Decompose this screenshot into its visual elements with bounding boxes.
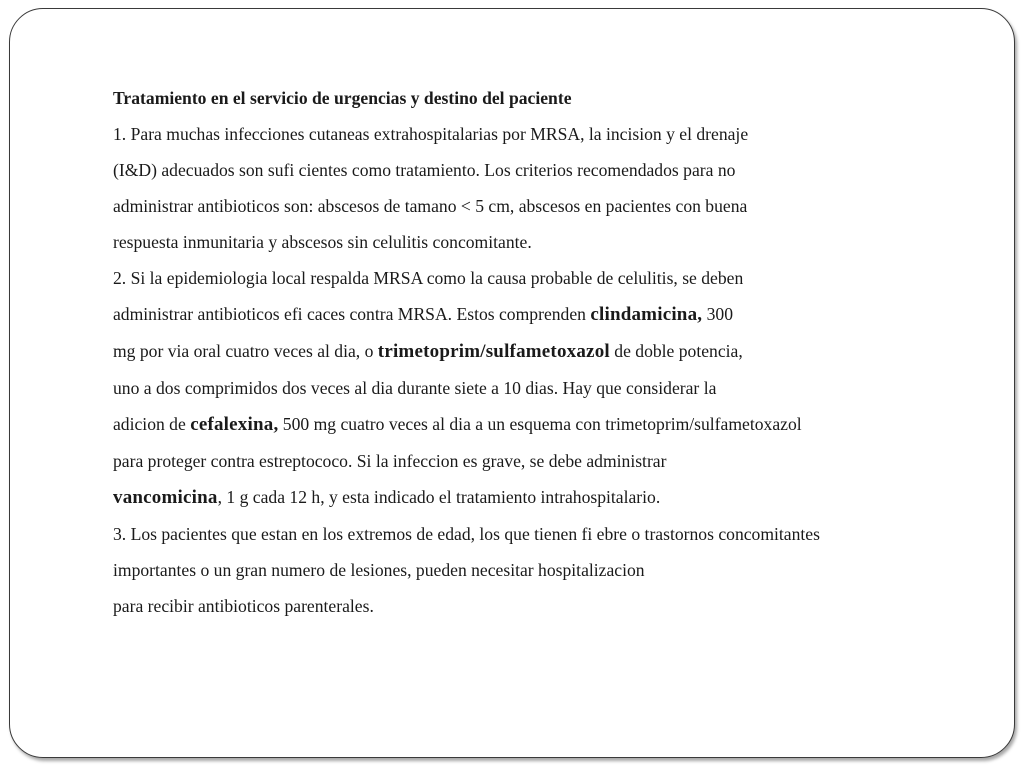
text-line-4: respuesta inmunitaria y abscesos sin celulitis concomitante. [113,232,532,252]
text-line-8: uno a dos comprimidos dos veces al dia durante siete a 10 dias. Hay que considerar la [113,378,717,398]
text-line-1: 1. Para muchas infecciones cutaneas extrahospitalarias por MRSA, la incision y el drenaje [113,124,749,144]
slide-title: Tratamiento en el servicio de urgencias y destino del paciente [113,88,572,108]
text-line-10: para proteger contra estreptococo. Si la infeccion es grave, se debe administrar [113,451,667,471]
text-line-11 [113,479,993,516]
drug-cefalexina: cefalexina, [190,414,279,435]
text-line-7-post: de doble potencia, [609,341,743,361]
drug-clindamicina: clindamicina, [590,304,703,325]
text-line-9-post: 500 mg cuatro veces al dia a un esquema con trimetoprim/sulfametoxazol [278,414,802,434]
drug-trimetoprim-sulfametoxazol: trimetoprim/sulfametoxazol [377,341,610,362]
text-line-2: (I&D) adecuados son sufi cientes como tratamiento. Los criterios recomendados para no [113,160,736,180]
text-line-12: 3. Los pacientes que estan en los extremos de edad, los que tienen fi ebre o trastornos concomitantes [113,524,820,544]
text-line-9-pre: adicion de [113,414,191,434]
text-line-14: para recibir antibioticos parenterales. [113,596,374,616]
text-line-6-pre: administrar antibioticos efi caces contra MRSA. Estos comprenden [113,304,591,324]
text-line-11-post: , 1 g cada 12 h, y esta indicado el tratamiento intrahospitalario. [217,487,661,507]
slide-content [113,80,993,624]
text-line-6 [113,296,993,333]
text-line-6-post: 300 [702,304,734,324]
text-line-7-pre: mg por via oral cuatro veces al dia, o [113,341,378,361]
text-line-13: importantes o un gran numero de lesiones, pueden necesitar hospitalizacion [113,560,645,580]
text-line-5: 2. Si la epidemiologia local respalda MRSA como la causa probable de celulitis, se deben [113,268,744,288]
text-line-9 [113,406,993,443]
drug-vancomicina: vancomicina [113,487,218,508]
text-line-7 [113,333,993,370]
text-line-3: administrar antibioticos son: abscesos de tamano < 5 cm, abscesos en pacientes con buena [113,196,748,216]
